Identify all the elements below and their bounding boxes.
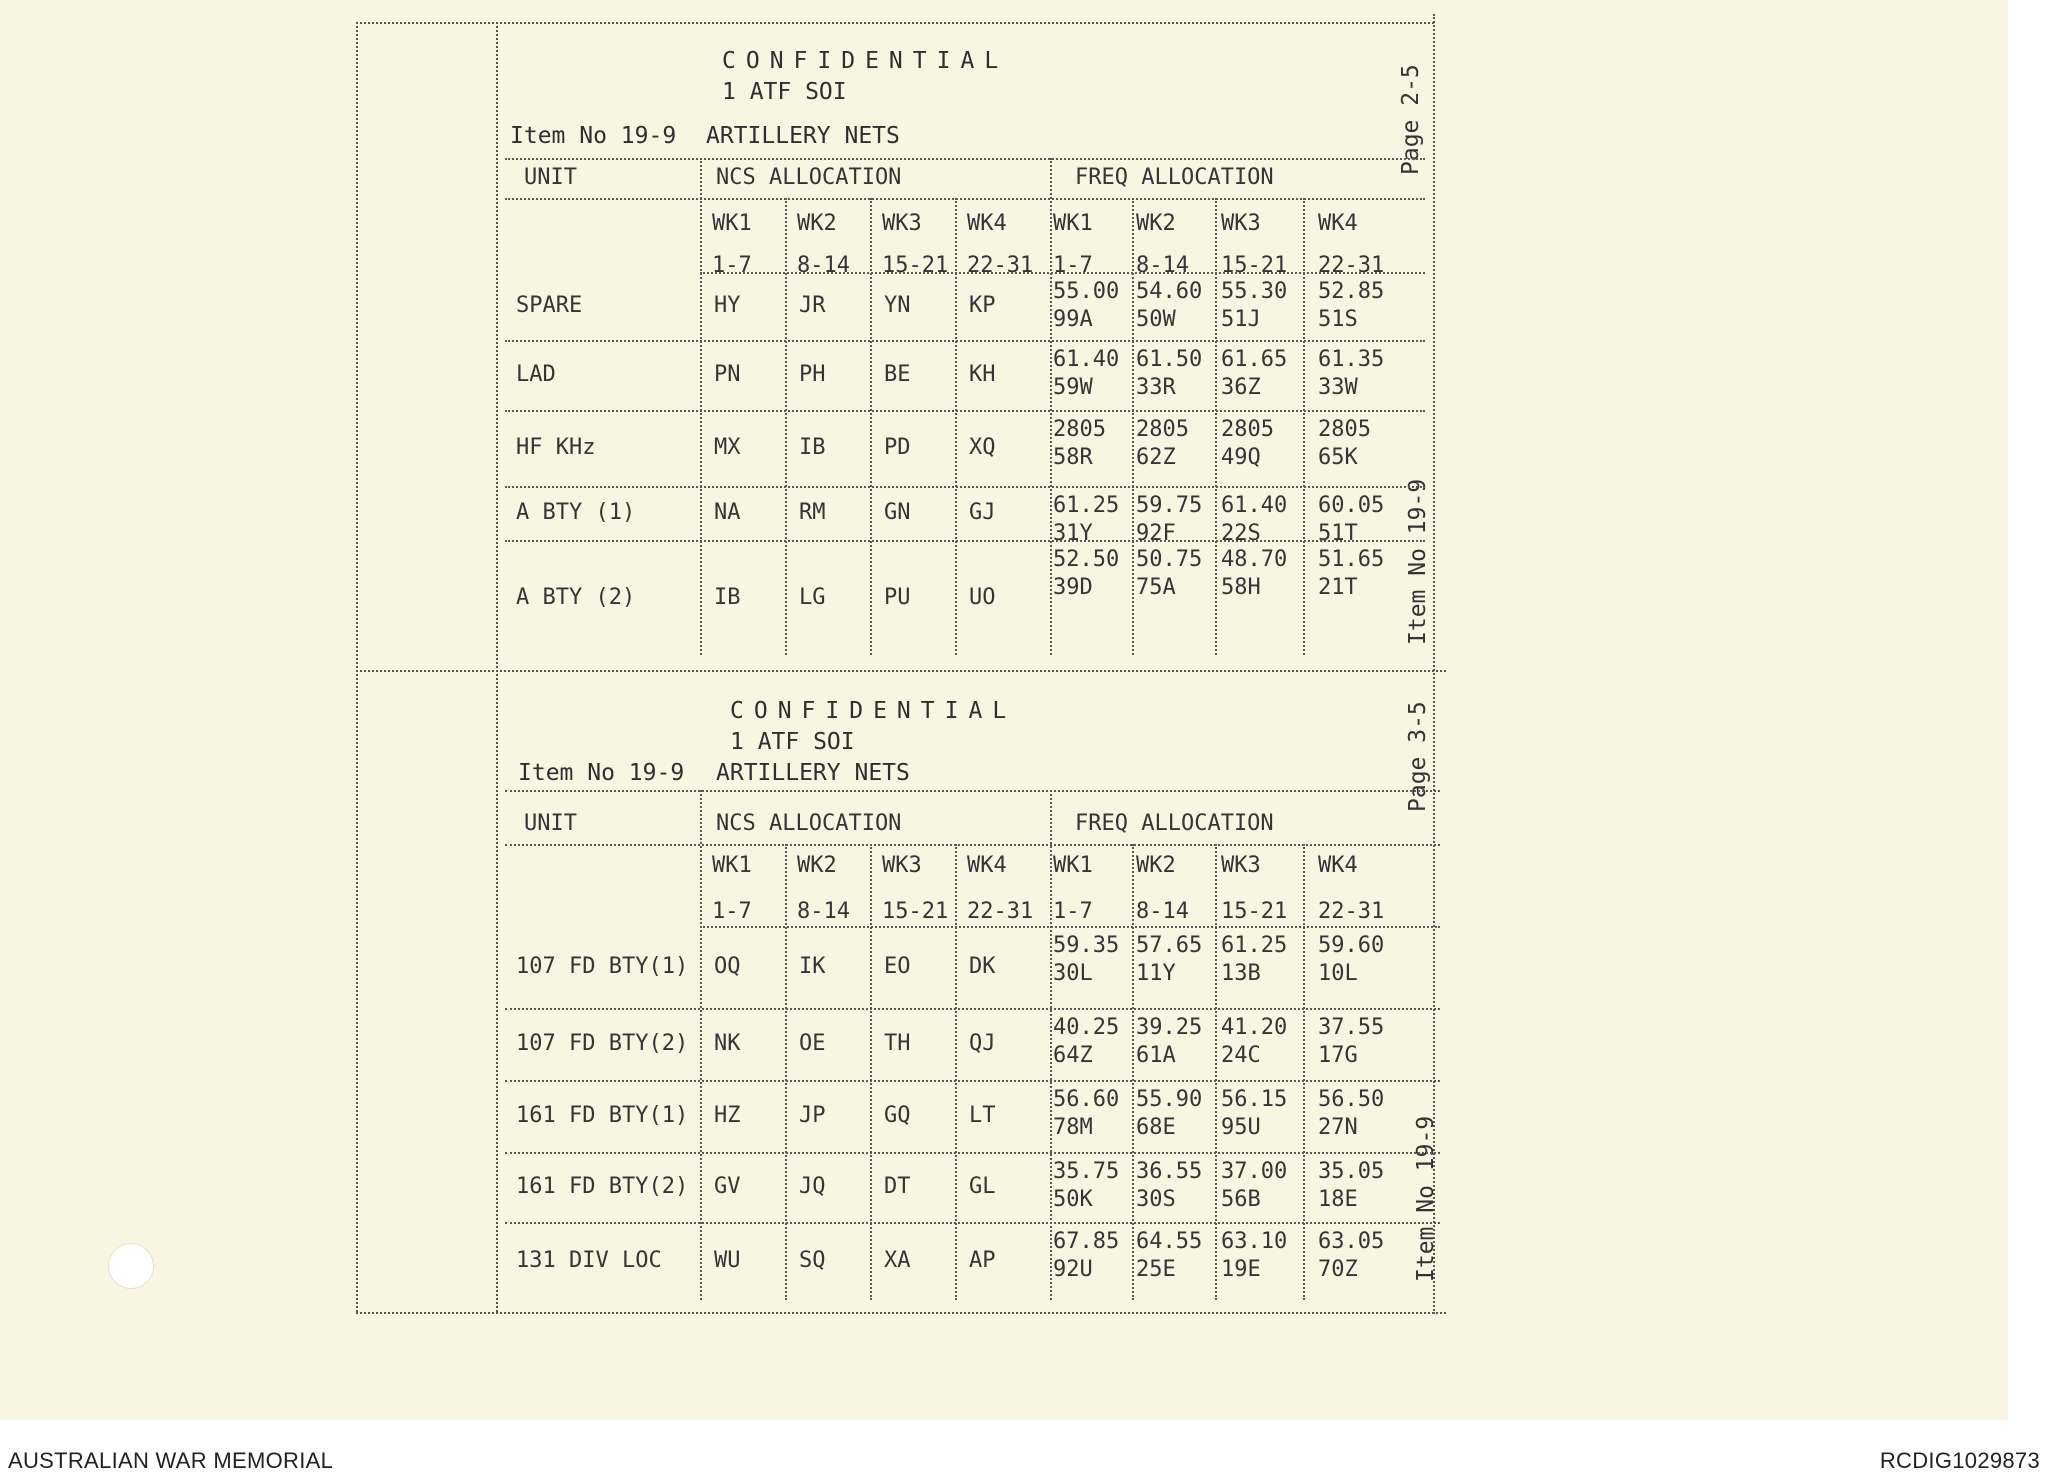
ncs-callsign: GN xyxy=(884,500,911,525)
ncs-week-label: WK4 xyxy=(967,211,1007,236)
ncs-callsign: GJ xyxy=(969,500,996,525)
frequency-callsign: 65K xyxy=(1318,445,1358,470)
frequency-value: 55.00 xyxy=(1053,279,1120,304)
frequency-value: 40.25 xyxy=(1053,1015,1120,1040)
ncs-day-range: 15-21 xyxy=(882,899,949,924)
ncs-week-label: WK3 xyxy=(882,211,922,236)
column-separator xyxy=(1050,158,1052,655)
freq-day-range: 22-31 xyxy=(1318,253,1385,278)
freq-day-range: 8-14 xyxy=(1136,253,1189,278)
frequency-callsign: 21T xyxy=(1318,575,1358,600)
frequency-value: 61.35 xyxy=(1318,347,1385,372)
frequency-value: 2805 xyxy=(1053,417,1106,442)
ncs-callsign: PD xyxy=(884,435,911,460)
freq-week-label: WK1 xyxy=(1053,853,1093,878)
ncs-callsign: UO xyxy=(969,584,996,610)
ncs-callsign: JQ xyxy=(799,1174,826,1199)
freq-week-label: WK1 xyxy=(1053,211,1093,236)
ncs-week-label: WK2 xyxy=(797,853,837,878)
header-freq-allocation: FREQ ALLOCATION xyxy=(1075,811,1274,836)
ncs-callsign: SQ xyxy=(799,1248,826,1273)
frequency-value: 35.05 xyxy=(1318,1159,1385,1184)
ncs-day-range: 22-31 xyxy=(967,899,1034,924)
ncs-callsign: XA xyxy=(884,1248,911,1273)
freq-day-range: 1-7 xyxy=(1053,253,1093,278)
frequency-callsign: 31Y xyxy=(1053,521,1093,546)
ncs-callsign: KP xyxy=(969,293,996,318)
frequency-callsign: 56B xyxy=(1221,1187,1261,1212)
frequency-callsign: 27N xyxy=(1318,1115,1358,1140)
ncs-callsign: RM xyxy=(799,500,826,525)
ncs-callsign: HY xyxy=(714,293,741,318)
frequency-value: 63.05 xyxy=(1318,1229,1385,1254)
freq-week-label: WK3 xyxy=(1221,853,1261,878)
freq-week-label: WK2 xyxy=(1136,853,1176,878)
freq-week-label: WK3 xyxy=(1221,211,1261,236)
column-separator xyxy=(785,844,787,1300)
ncs-callsign: PN xyxy=(714,362,741,387)
row-divider xyxy=(505,340,1425,342)
header-top-rule xyxy=(505,158,1425,160)
row-unit-label: 107 FD BTY(1) xyxy=(516,954,689,979)
frame-top-edge xyxy=(356,22,1434,24)
freq-day-range: 15-21 xyxy=(1221,899,1288,924)
ncs-week-label: WK1 xyxy=(712,211,752,236)
frequency-callsign: 22S xyxy=(1221,521,1261,546)
freq-week-label: WK4 xyxy=(1318,853,1358,878)
frame-unit-margin xyxy=(496,22,498,1312)
ncs-callsign: DK xyxy=(969,954,996,979)
frequency-value: 39.25 xyxy=(1136,1015,1203,1040)
ncs-week-label: WK1 xyxy=(712,853,752,878)
row-unit-label: 131 DIV LOC xyxy=(516,1248,662,1273)
ncs-day-range: 8-14 xyxy=(797,899,850,924)
ncs-callsign: QJ xyxy=(969,1031,996,1056)
column-separator xyxy=(785,198,787,655)
frequency-callsign: 50K xyxy=(1053,1187,1093,1212)
frame-left-edge xyxy=(356,22,358,1312)
frequency-callsign: 51S xyxy=(1318,307,1358,332)
freq-day-range: 1-7 xyxy=(1053,899,1093,924)
frequency-value: 63.10 xyxy=(1221,1229,1288,1254)
frequency-value: 55.90 xyxy=(1136,1087,1203,1112)
ncs-callsign: JR xyxy=(799,293,826,318)
frequency-value: 41.20 xyxy=(1221,1015,1288,1040)
ncs-day-range: 22-31 xyxy=(967,253,1034,278)
column-separator xyxy=(1303,198,1305,655)
ncs-callsign: IB xyxy=(714,584,741,610)
header-subrule xyxy=(505,844,1440,846)
column-separator xyxy=(870,198,872,655)
ncs-callsign: DT xyxy=(884,1174,911,1199)
frequency-value: 2805 xyxy=(1318,417,1371,442)
item-title: ARTILLERY NETS xyxy=(716,760,910,786)
header-unit: UNIT xyxy=(524,165,577,190)
punch-hole xyxy=(108,1243,154,1289)
frequency-callsign: 58R xyxy=(1053,445,1093,470)
frequency-value: 61.40 xyxy=(1053,347,1120,372)
ncs-callsign: TH xyxy=(884,1031,911,1056)
row-unit-label: 107 FD BTY(2) xyxy=(516,1031,689,1056)
frequency-callsign: 33W xyxy=(1318,375,1358,400)
frequency-callsign: 36Z xyxy=(1221,375,1261,400)
frequency-callsign: 39D xyxy=(1053,575,1093,600)
frequency-callsign: 92U xyxy=(1053,1257,1093,1282)
frequency-value: 37.55 xyxy=(1318,1015,1385,1040)
ncs-callsign: OQ xyxy=(714,954,741,979)
row-divider xyxy=(505,486,1425,488)
frequency-value: 56.15 xyxy=(1221,1087,1288,1112)
row-divider xyxy=(505,1080,1440,1082)
row-unit-label: A BTY (1) xyxy=(516,500,636,525)
frequency-callsign: 70Z xyxy=(1318,1257,1358,1282)
row-unit-label: LAD xyxy=(516,362,556,387)
row-unit-label: 161 FD BTY(1) xyxy=(516,1103,689,1128)
frequency-callsign: 50W xyxy=(1136,307,1176,332)
row-unit-label: A BTY (2) xyxy=(516,584,636,610)
ncs-callsign: NK xyxy=(714,1031,741,1056)
ncs-callsign: GL xyxy=(969,1174,996,1199)
freq-week-label: WK4 xyxy=(1318,211,1358,236)
header-ncs-allocation: NCS ALLOCATION xyxy=(716,811,902,836)
frequency-callsign: 49Q xyxy=(1221,445,1261,470)
frequency-callsign: 25E xyxy=(1136,1257,1176,1282)
ncs-callsign: HZ xyxy=(714,1103,741,1128)
column-separator xyxy=(870,844,872,1300)
header-subrule xyxy=(505,198,1425,200)
frequency-callsign: 58H xyxy=(1221,575,1261,600)
frequency-value: 64.55 xyxy=(1136,1229,1203,1254)
header-unit: UNIT xyxy=(524,811,577,836)
row-divider xyxy=(505,1008,1440,1010)
frequency-callsign: 10L xyxy=(1318,961,1358,986)
page-number: Page 3-5 xyxy=(1405,701,1431,812)
frequency-value: 56.60 xyxy=(1053,1087,1120,1112)
ncs-callsign: EO xyxy=(884,954,911,979)
range-rule xyxy=(700,926,1440,928)
ncs-callsign: IB xyxy=(799,435,826,460)
header-freq-allocation: FREQ ALLOCATION xyxy=(1075,165,1274,190)
frame-bottom-edge xyxy=(356,1312,1446,1314)
frequency-value: 61.65 xyxy=(1221,347,1288,372)
column-separator xyxy=(1215,198,1217,655)
frequency-value: 59.75 xyxy=(1136,493,1203,518)
freq-day-range: 15-21 xyxy=(1221,253,1288,278)
ncs-callsign: NA xyxy=(714,500,741,525)
row-unit-label: HF KHz xyxy=(516,435,596,460)
frequency-callsign: 51J xyxy=(1221,307,1261,332)
frequency-callsign: 95U xyxy=(1221,1115,1261,1140)
ncs-callsign: LG xyxy=(799,584,826,610)
frequency-callsign: 30L xyxy=(1053,961,1093,986)
header-ncs-allocation: NCS ALLOCATION xyxy=(716,165,902,190)
frequency-value: 61.40 xyxy=(1221,493,1288,518)
frequency-callsign: 78M xyxy=(1053,1115,1093,1140)
frequency-callsign: 68E xyxy=(1136,1115,1176,1140)
ncs-callsign: KH xyxy=(969,362,996,387)
confidential-heading: CONFIDENTIAL xyxy=(730,698,1017,724)
frequency-value: 52.50 xyxy=(1053,547,1120,572)
frequency-value: 60.05 xyxy=(1318,493,1385,518)
frequency-callsign: 99A xyxy=(1053,307,1093,332)
frequency-callsign: 61A xyxy=(1136,1043,1176,1068)
frequency-value: 2805 xyxy=(1221,417,1274,442)
frequency-value: 67.85 xyxy=(1053,1229,1120,1254)
frequency-value: 51.65 xyxy=(1318,547,1385,572)
frequency-callsign: 62Z xyxy=(1136,445,1176,470)
frame-section-divider xyxy=(356,670,1446,672)
ncs-callsign: IK xyxy=(799,954,826,979)
frequency-callsign: 64Z xyxy=(1053,1043,1093,1068)
column-separator xyxy=(700,158,702,655)
column-separator xyxy=(955,844,957,1300)
ncs-callsign: PU xyxy=(884,584,911,610)
frequency-value: 2805 xyxy=(1136,417,1189,442)
frequency-value: 59.60 xyxy=(1318,933,1385,958)
frequency-value: 50.75 xyxy=(1136,547,1203,572)
frequency-value: 61.25 xyxy=(1053,493,1120,518)
row-unit-label: 161 FD BTY(2) xyxy=(516,1174,689,1199)
frequency-callsign: 24C xyxy=(1221,1043,1261,1068)
page-number: Page 2-5 xyxy=(1398,64,1424,175)
item-number: Item No 19-9 xyxy=(510,123,677,149)
row-unit-label: SPARE xyxy=(516,293,583,318)
ncs-day-range: 1-7 xyxy=(712,899,752,924)
ncs-callsign: LT xyxy=(969,1103,996,1128)
frequency-value: 35.75 xyxy=(1053,1159,1120,1184)
row-divider xyxy=(505,410,1425,412)
frequency-callsign: 19E xyxy=(1221,1257,1261,1282)
freq-week-label: WK2 xyxy=(1136,211,1176,236)
ncs-day-range: 1-7 xyxy=(712,253,752,278)
column-separator xyxy=(955,198,957,655)
ncs-day-range: 15-21 xyxy=(882,253,949,278)
ncs-week-label: WK4 xyxy=(967,853,1007,878)
column-separator xyxy=(1215,844,1217,1300)
frequency-callsign: 51T xyxy=(1318,521,1358,546)
frequency-value: 54.60 xyxy=(1136,279,1203,304)
frequency-callsign: 17G xyxy=(1318,1043,1358,1068)
ncs-callsign: WU xyxy=(714,1248,741,1273)
item-number: Item No 19-9 xyxy=(518,760,685,786)
ncs-callsign: GQ xyxy=(884,1103,911,1128)
side-item-number: Item No 19-9 xyxy=(1413,1115,1439,1282)
ncs-callsign: BE xyxy=(884,362,911,387)
frequency-value: 37.00 xyxy=(1221,1159,1288,1184)
ncs-callsign: OE xyxy=(799,1031,826,1056)
item-title: ARTILLERY NETS xyxy=(706,123,900,149)
column-separator xyxy=(1303,844,1305,1300)
frequency-value: 61.25 xyxy=(1221,933,1288,958)
row-divider xyxy=(505,540,1425,542)
ncs-callsign: JP xyxy=(799,1103,826,1128)
frequency-callsign: 75A xyxy=(1136,575,1176,600)
ncs-callsign: GV xyxy=(714,1174,741,1199)
ncs-callsign: AP xyxy=(969,1248,996,1273)
frequency-callsign: 11Y xyxy=(1136,961,1176,986)
frequency-callsign: 92F xyxy=(1136,521,1176,546)
freq-day-range: 8-14 xyxy=(1136,899,1189,924)
frequency-callsign: 30S xyxy=(1136,1187,1176,1212)
frequency-value: 56.50 xyxy=(1318,1087,1385,1112)
frequency-callsign: 33R xyxy=(1136,375,1176,400)
frequency-value: 48.70 xyxy=(1221,547,1288,572)
frequency-value: 52.85 xyxy=(1318,279,1385,304)
frequency-value: 55.30 xyxy=(1221,279,1288,304)
row-divider xyxy=(505,1222,1440,1224)
frequency-callsign: 18E xyxy=(1318,1187,1358,1212)
frequency-value: 57.65 xyxy=(1136,933,1203,958)
header-top-rule xyxy=(505,790,1440,792)
footer-catalog-id: RCDIG1029873 xyxy=(1879,1448,2040,1473)
confidential-heading: CONFIDENTIAL xyxy=(722,48,1009,74)
ncs-week-label: WK2 xyxy=(797,211,837,236)
ncs-callsign: XQ xyxy=(969,435,996,460)
ncs-week-label: WK3 xyxy=(882,853,922,878)
ncs-callsign: PH xyxy=(799,362,826,387)
frequency-value: 36.55 xyxy=(1136,1159,1203,1184)
column-separator xyxy=(1132,198,1134,655)
side-item-number: Item No 19-9 xyxy=(1405,478,1431,645)
ncs-callsign: YN xyxy=(884,293,911,318)
row-divider xyxy=(505,1152,1440,1154)
soi-title: 1 ATF SOI xyxy=(730,729,855,755)
frequency-callsign: 59W xyxy=(1053,375,1093,400)
ncs-callsign: MX xyxy=(714,435,741,460)
frequency-value: 61.50 xyxy=(1136,347,1203,372)
soi-title: 1 ATF SOI xyxy=(722,79,847,105)
range-rule xyxy=(700,272,1425,274)
frequency-callsign: 13B xyxy=(1221,961,1261,986)
column-separator xyxy=(1132,844,1134,1300)
frequency-value: 59.35 xyxy=(1053,933,1120,958)
ncs-day-range: 8-14 xyxy=(797,253,850,278)
freq-day-range: 22-31 xyxy=(1318,899,1385,924)
footer-institution: AUSTRALIAN WAR MEMORIAL xyxy=(8,1448,334,1473)
